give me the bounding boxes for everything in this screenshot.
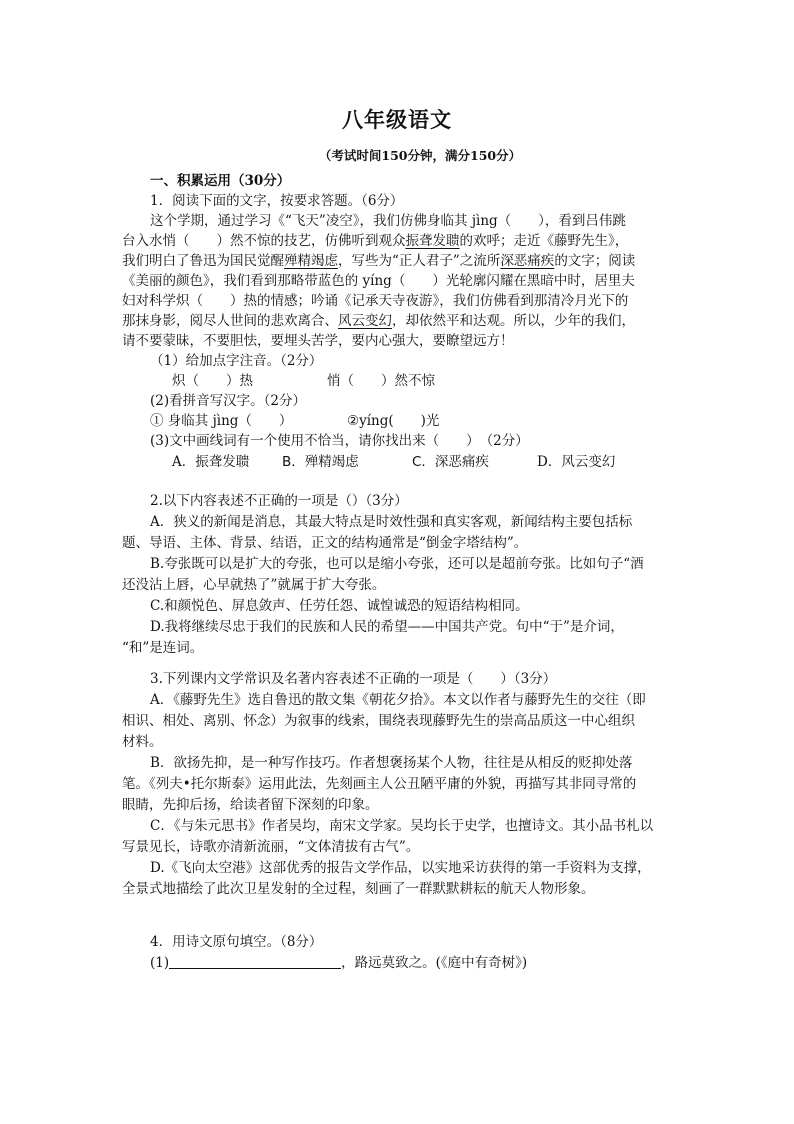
q1-passage-line-4: 《美丽的颜色》，我们看到那略带蓝色的 yíng（ ）光轮廓闪耀在黑暗中时，居里夫 <box>122 273 635 289</box>
q1-option-b: B．殚精竭虑 <box>282 454 359 470</box>
q1-sub1-item-a: 炽（ ）热 <box>172 373 253 389</box>
q2-option-b-line-2: 还没沾上唇，心早就热了”就属于扩大夸张。 <box>122 577 386 593</box>
q1-passage-text: 的欢呼；走近《藤野先生》， <box>459 233 629 249</box>
q3-option-b-line-2: 笔。《列夫•托尔斯泰》运用此法，先刻画主人公丑陋平庸的外貌，再描写其非同寻常的 <box>122 776 637 792</box>
q4-item-1 <box>150 954 527 973</box>
q2-option-a-line-2: 题、导语、主体、背景、结语，正文的结构通常是“倒金字塔结构”。 <box>122 535 528 551</box>
q3-option-a-line-1: A．《藤野先生》选自鲁迅的散文集《朝花夕拾》。本文以作者与藤野先生的交往（即 <box>150 692 646 708</box>
underlined-word: 殚精竭虑 <box>284 253 338 269</box>
q2-option-a-line-1: A．狭义的新闻是消息，其最大特点是时效性强和真实客观，新闻结构主要包括标 <box>150 514 633 530</box>
q1-passage-line-6 <box>122 312 635 331</box>
q2-option-d-line-2: “和”是连词。 <box>122 640 204 656</box>
q1-option-a: A．振聋发聩 <box>172 454 250 470</box>
q1-passage-line-5: 妇对科学炽（ ）热的情感；吟诵《记承天寺夜游》，我们仿佛看到那清冷月光下的 <box>122 293 629 309</box>
q1-passage-text: ，写些为“正人君子”之流所 <box>338 253 501 269</box>
q3-option-a-line-3: 材料。 <box>122 734 163 750</box>
q3-option-d-line-1: D.《飞向太空港》这部优秀的报告文学作品，以实地采访获得的第一手资料为支撑， <box>150 860 651 876</box>
q3-option-d-line-2: 全景式地描绘了此次卫星发射的全过程，刻画了一群默默耕耘的航天人物形象。 <box>122 881 595 897</box>
q3-option-b-line-1: B．欲扬先抑，是一种写作技巧。作者想褒扬某个人物，往往是从相反的贬抑处落 <box>150 755 633 771</box>
underlined-word: 深恶痛疾 <box>500 253 555 269</box>
q1-subquestion-3: (3)文中画线词有一个使用不恰当，请你找出来（ ） （2分） <box>150 433 529 449</box>
q1-passage-line-7: 请不要蒙昧，不要胆怯，要埋头苦学，要内心强大，要瞭望远方！ <box>122 333 514 349</box>
q1-stem: 1．阅读下面的文字，按要求答题。（6分） <box>150 193 404 209</box>
underlined-word: 风云变幻 <box>338 313 392 329</box>
q1-option-c: C．深恶痛疾 <box>412 454 489 470</box>
page-title: 八年级语文 <box>342 108 452 132</box>
q1-option-d: D．风云变幻 <box>537 454 616 470</box>
q1-passage-line-1: 这个学期，通过学习《“飞天”凌空》，我们仿佛身临其 jìng（ ），看到吕伟跳 <box>150 213 626 229</box>
q3-option-b-line-3: 眼睛，先抑后扬，给读者留下深刻的印象。 <box>122 797 379 813</box>
section-heading: 一、积累运用（30分） <box>150 173 291 189</box>
q1-sub1-item-b: 悄（ ）然不惊 <box>327 373 435 389</box>
q4-stem: 4．用诗文原句填空。（8分） <box>150 934 323 950</box>
q1-subquestion-1: （1）给加点字注音。（2分） <box>150 353 323 369</box>
q4-item-text: ，路远莫致之。(《庭中有奇树》) <box>341 955 528 971</box>
underlined-word: 振聋发聩 <box>405 233 460 249</box>
q3-option-a-line-2: 相识、相处、离别、怀念）为叙事的线索，围绕表现藤野先生的崇高品质这一中心组织 <box>122 713 635 729</box>
q3-option-c-line-1: C．《与朱元思书》作者吴均，南宋文学家。吴均长于史学，也擅诗文。其小品书札以 <box>150 818 654 834</box>
answer-blank[interactable] <box>169 954 341 969</box>
q1-passage-text: 的文字；阅读 <box>554 253 636 269</box>
q1-sub2-item-a: ① 身临其 jìng（ ） <box>150 413 293 429</box>
exam-time-note: （考试时间150分钟，满分150分） <box>318 148 522 163</box>
q1-sub2-item-b: ②yíng( )光 <box>347 413 440 429</box>
q4-item-number: (1) <box>150 955 170 971</box>
q1-subquestion-2: (2)看拼音写汉字。（2分） <box>150 393 306 409</box>
q1-passage-text: ，却依然平和达观。所以，少年的我们， <box>392 313 635 329</box>
q2-option-b-line-1: B.夸张既可以是扩大的夸张，也可以是缩小夸张，还可以是超前夸张。比如句子“酒 <box>150 556 644 572</box>
q3-stem: 3.下列课内文学常识及名著内容表述不正确的一项是（ ）（3分） <box>150 671 557 687</box>
q1-passage-text: 台入水悄（ ）然不惊的技艺，仿佛听到观众 <box>122 233 406 249</box>
q1-passage-line-3 <box>122 252 635 271</box>
q1-passage-text: 我们明白了鲁迅为国民觉醒 <box>122 253 284 269</box>
q1-passage-text: 那抹身影，阅尽人世间的悲欢离合、 <box>122 313 338 329</box>
q3-option-c-line-2: 写景见长，诗歌亦清新流丽，“文体清拔有古气”。 <box>122 839 420 855</box>
q2-option-d-line-1: D.我将继续尽忠于我们的民族和人民的希望——中国共产党。句中“于”是介词， <box>150 619 624 635</box>
q1-passage-line-2 <box>122 232 628 251</box>
q2-option-c: C.和颜悦色、屏息敛声、任劳任怨、诚惶诚恐的短语结构相同。 <box>150 598 529 614</box>
q2-stem: 2.以下内容表述不正确的一项是（）（3分） <box>150 493 408 509</box>
